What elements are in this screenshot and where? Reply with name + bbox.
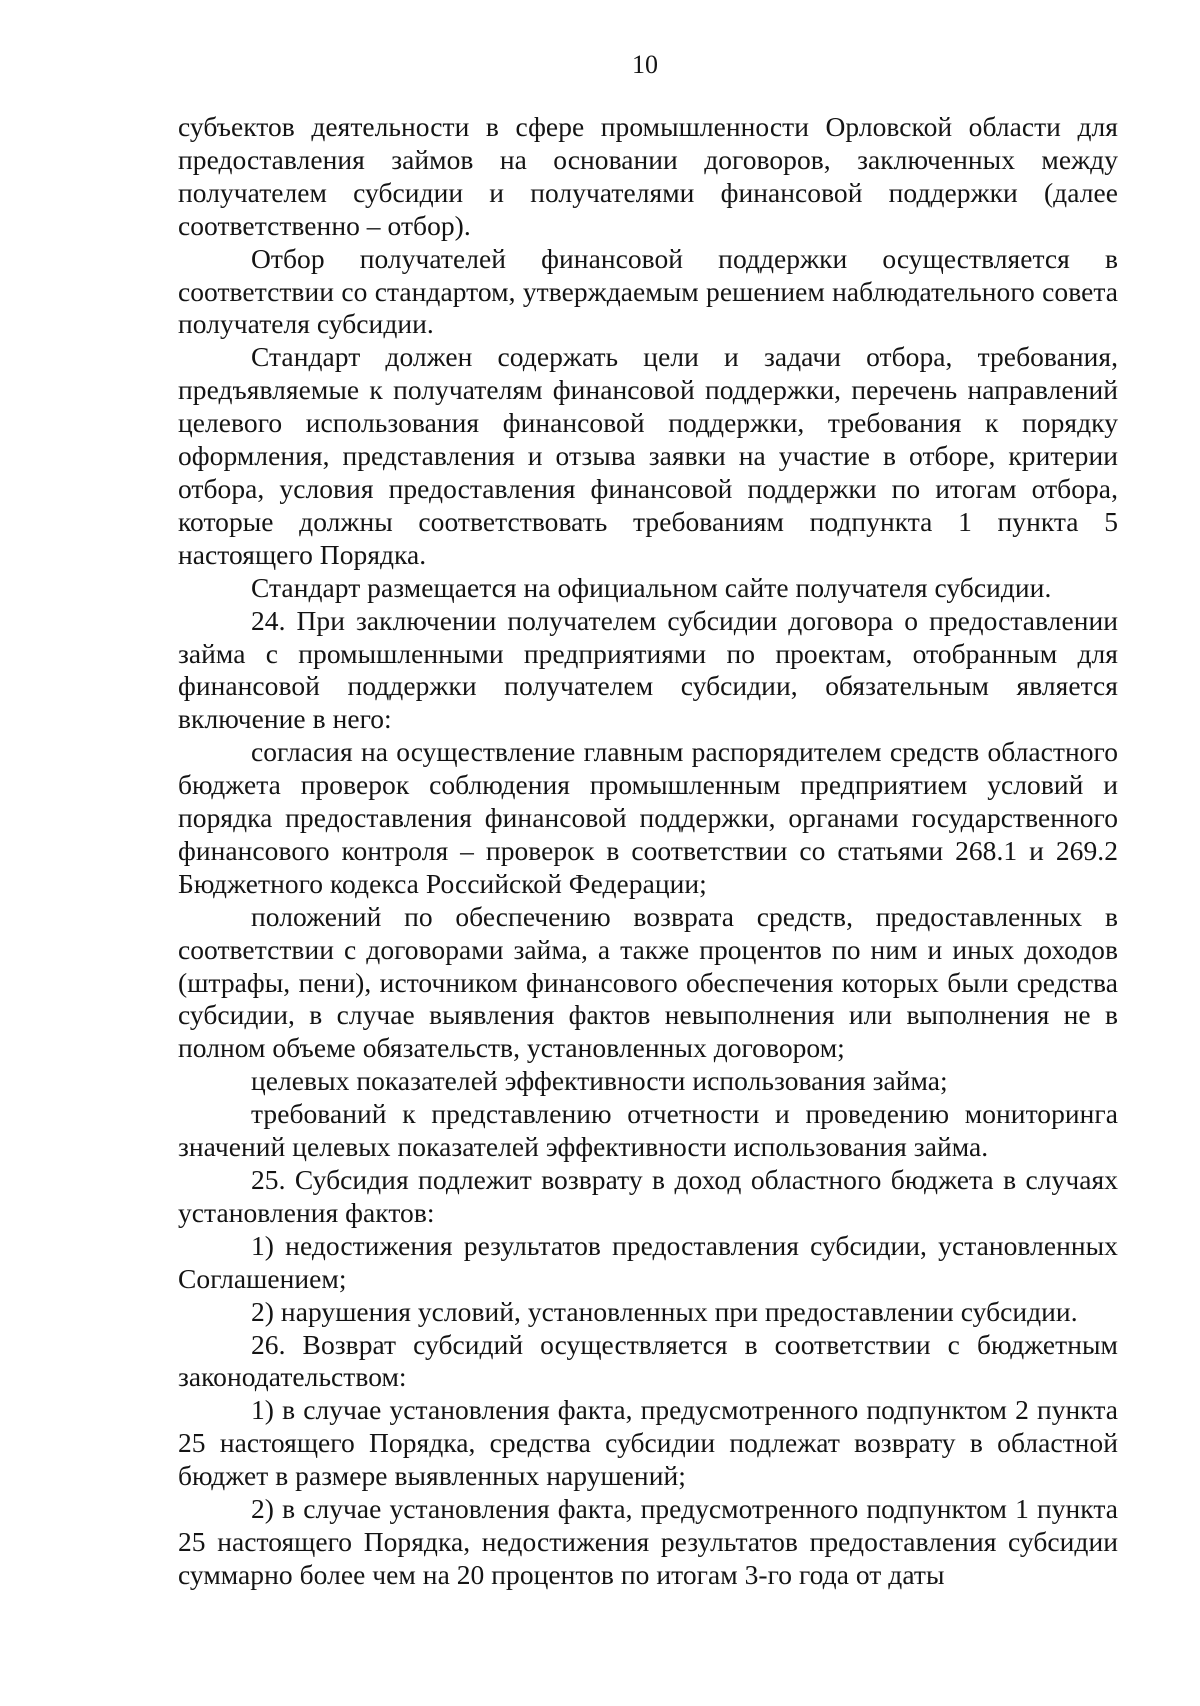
paragraph-standard-publication: Стандарт размещается на официальном сайте получателя субсидии. xyxy=(251,571,1052,603)
paragraph-item-26: 26. Возврат субсидий осуществляется в соответствии с бюджетным законодательством: xyxy=(178,1328,1118,1393)
paragraph-item-26-sub-2: 2) в случае установления факта, предусмотренного подпунктом 1 пункта 25 настоящего Порядка, недостижения результатов предоставления субсидии суммарно более чем на 20 процентов по итогам 3-го года от даты xyxy=(178,1493,1118,1590)
paragraph-selection-continuation: субъектов деятельности в сфере промышленности Орловской области для предоставления займов на основании договоров, заключенных между получателем субсидии и получателями финансовой поддержки (далее соответственно – отбор). xyxy=(178,111,1118,241)
paragraph-standard-contents: Стандарт должен содержать цели и задачи отбора, требования, предъявляемые к получателям финансовой поддержки, перечень направлений целевого использования финансовой поддержки, требования к порядку оформления, представления и отзыва заявки на участие в отборе, критерии отбора, условия предоставления финансовой поддержки по итогам отбора, которые должны соответствовать требованиям подпункта 1 пункта 5 настоящего Порядка. xyxy=(178,341,1118,570)
paragraph-reporting-requirements: требований к представлению отчетности и проведению мониторинга значений целевых показателей эффективности использования займа. xyxy=(178,1098,1118,1163)
paragraph-item-25-sub-2: 2) нарушения условий, установленных при предоставлении субсидии. xyxy=(251,1295,1078,1327)
page-number: 10 xyxy=(632,50,658,79)
paragraph-return-provisions: положений по обеспечению возврата средств, предоставленных в соответствии с договорами займа, а также процентов по ним и иных доходов (штрафы, пени), источником финансового обеспечения которых были средства субсидии, в случае выявления фактов невыполнения или выполнения не в полном объеме обязательств, установленных договором; xyxy=(178,900,1118,1064)
paragraph-item-26-sub-1: 1) в случае установления факта, предусмотренного подпунктом 2 пункта 25 настоящего Порядка, средства субсидии подлежат возврату в областной бюджет в размере выявленных нарушений; xyxy=(178,1394,1118,1492)
paragraph-selection-standard: Отбор получателей финансовой поддержки осуществляется в соответствии со стандартом, утверждаемым решением наблюдательного совета получателя субсидии. xyxy=(178,242,1118,340)
paragraph-item-24: 24. При заключении получателем субсидии договора о предоставлении займа с промышленными предприятиями по проектам, отобранным для финансовой поддержки получателем субсидии, обязательным является включение в него: xyxy=(178,604,1118,735)
paragraph-item-25: 25. Субсидия подлежит возврату в доход областного бюджета в случаях установления фактов: xyxy=(178,1164,1118,1228)
paragraph-target-indicators: целевых показателей эффективности использования займа; xyxy=(251,1065,948,1097)
paragraph-item-25-sub-1: 1) недостижения результатов предоставления субсидии, установленных Соглашением; xyxy=(178,1229,1118,1294)
paragraph-consent-inspections: согласия на осуществление главным распорядителем средств областного бюджета проверок соблюдения промышленным предприятием условий и порядка предоставления финансовой поддержки, органами государственного финансового контроля – проверок в соответствии со статьями 268.1 и 269.2 Бюджетного кодекса Российской Федерации; xyxy=(178,736,1118,899)
document-body xyxy=(178,111,1118,1592)
